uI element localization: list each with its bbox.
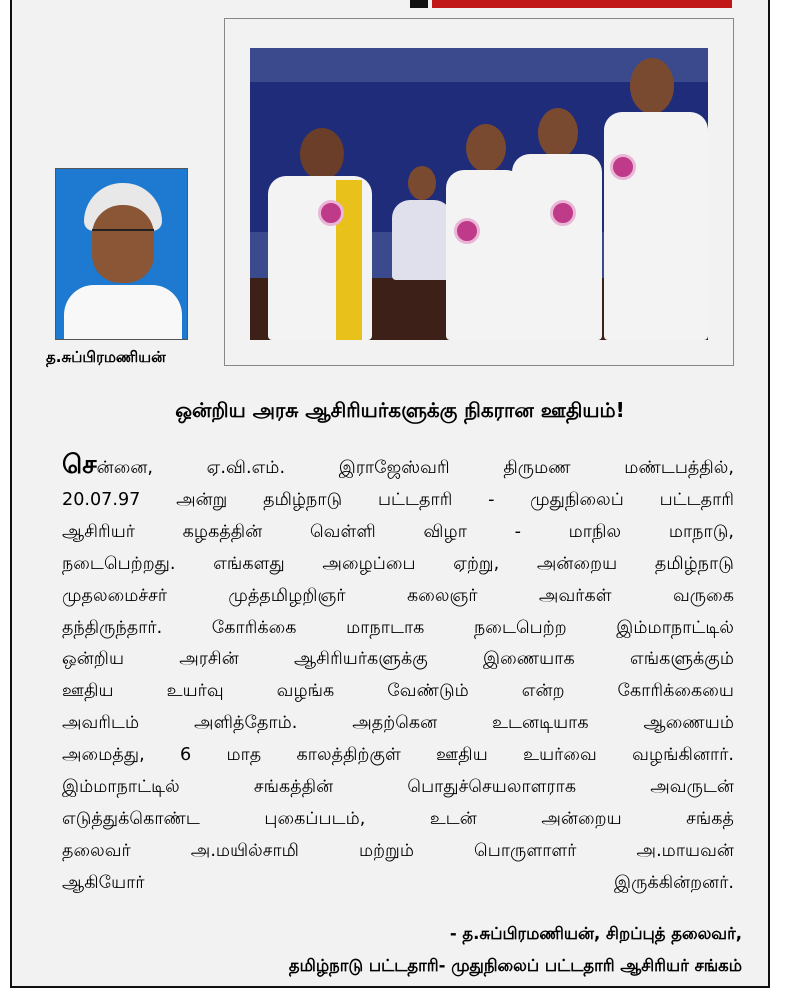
body-line: சென்னை, ஏ.வி.எம். இராஜேஸ்வரி திருமண மண்டபத்தில், [62, 450, 734, 480]
body-line: தலைவர் அ.மயில்சாமி மற்றும் பொருளாளர் அ.மாயவன் [62, 840, 734, 861]
signature-line-1: - த.சுப்பிரமணியன், சிறப்புத் தலைவர், [449, 924, 742, 943]
body-line: அமைத்து, 6 மாத காலத்திற்குள் ஊதிய உயர்வை வழங்கினார். [62, 745, 734, 766]
body-line: நடைபெற்றது. எங்களது அழைப்பை ஏற்று, அன்றைய தமிழ்நாடு [62, 553, 734, 574]
body-line: ஒன்றிய அரசின் ஆசிரியர்களுக்கு இணையாக எங்களுக்கும் [62, 649, 734, 670]
body-line: ஊதிய உயர்வு வழங்க வேண்டும் என்ற கோரிக்கையை [62, 681, 734, 702]
portrait-caption: த.சுப்பிரமணியன் [46, 348, 166, 366]
article-body [62, 450, 734, 900]
article-headline: ஒன்றிய அரசு ஆசிரியர்களுக்கு நிகரான ஊதியம்! [175, 398, 625, 422]
signature-line-2: தமிழ்நாடு பட்டதாரி- முதுநிலைப் பட்டதாரி ஆசிரியர் சங்கம் [288, 956, 742, 975]
body-line: முதலமைச்சர் முத்தமிழறிஞர் கலைஞர் அவர்கள் வருகை [62, 585, 734, 606]
person-4 [510, 108, 602, 340]
person-1 [250, 128, 370, 340]
drop-cap: செ [62, 450, 97, 480]
event-photo [250, 48, 708, 340]
masthead-strip [432, 0, 732, 8]
body-line: இம்மாநாட்டில் சங்கத்தின் பொதுச்செயலாளராக அவருடன் [62, 777, 734, 798]
body-line: தந்திருந்தார். கோரிக்கை மாநாடாக நடைபெற்ற இம்மாநாட்டில் [62, 617, 734, 638]
body-line: எடுத்துக்கொண்ட புகைப்படம், உடன் அன்றைய சங்கத் [62, 808, 734, 829]
person-2 [392, 166, 452, 340]
body-line: ஆசிரியர் கழகத்தின் வெள்ளி விழா - மாநில மாநாடு, [62, 521, 734, 542]
body-line: 20.07.97 அன்று தமிழ்நாடு பட்டதாரி - முதுநிலைப் பட்டதாரி [62, 489, 734, 510]
portrait-photo [55, 168, 188, 340]
body-line: அவரிடம் அளித்தோம். அதற்கென உடனடியாக ஆணையம் [62, 713, 734, 734]
person-5 [600, 58, 708, 340]
body-line: ஆகியோர் இருக்கின்றனர். [62, 872, 734, 893]
